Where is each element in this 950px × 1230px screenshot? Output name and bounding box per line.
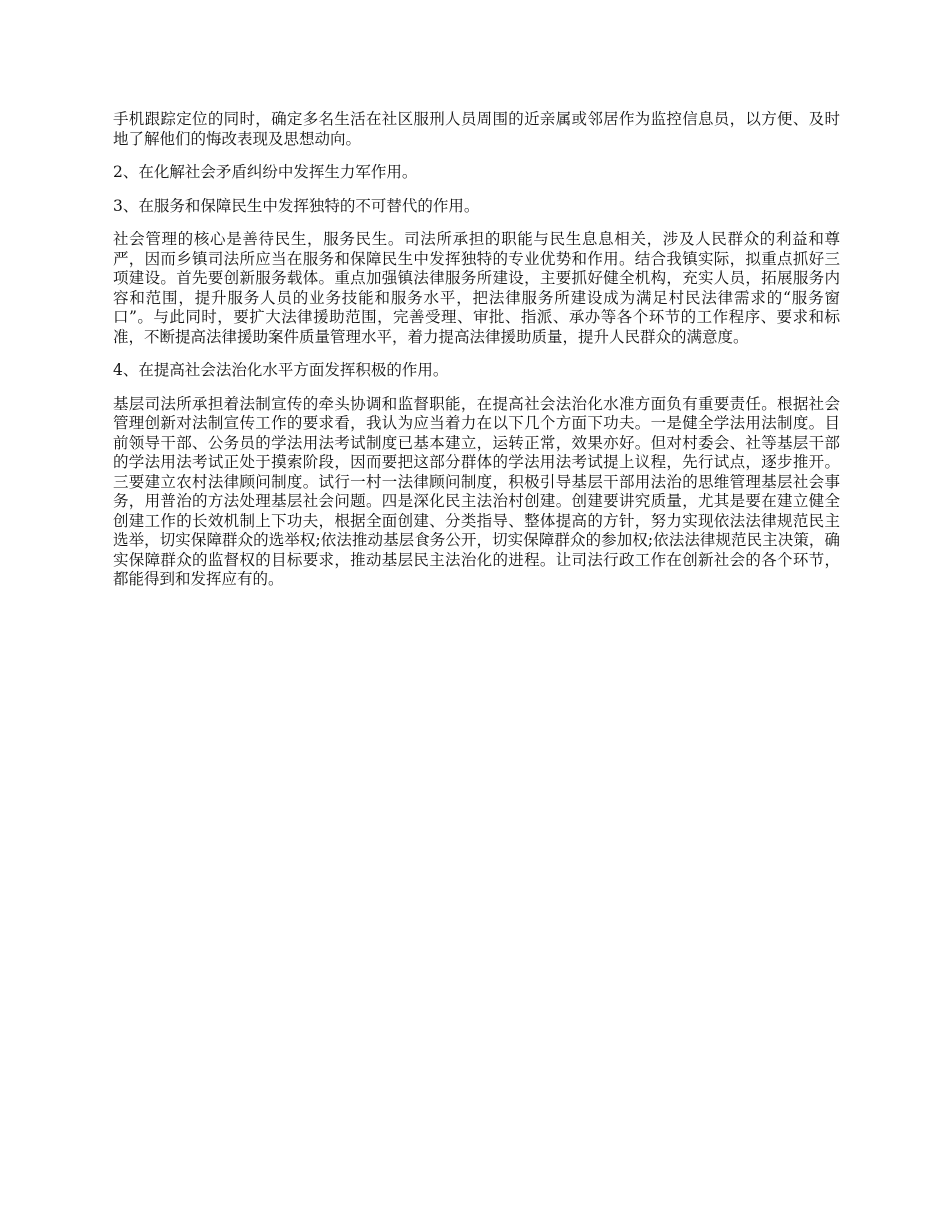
heading-item-4: 4、在提高社会法治化水平方面发挥积极的作用。 [113,361,449,379]
paragraph-monitoring-continuation: 手机跟踪定位的同时，确定多名生活在社区服刑人员周围的近亲属或邻居作为监控信息员，以方便、及时地了解他们的悔改表现及思想动向。 [113,110,840,148]
heading-item-2: 2、在化解社会矛盾纠纷中发挥生力军作用。 [113,163,418,181]
paragraph-legal-publicity: 基层司法所承担着法制宣传的牵头协调和监督职能，在提高社会法治化水准方面负有重要责任。根据社会管理创新对法制宣传工作的要求看，我认为应当着力在以下几个方面下功夫。一是健全学法用法制度。目前领导干部、公务员的学法用法考试制度已基本建立，运转正常，效果亦好。但对村委会、社等基层干部的学法用法考试正处于摸索阶段，因而要把这部分群体的学法用法考试提上议程，先行试点，逐步推开。三要建立农村法律顾问制度。试行一村一法律顾问制度，积极引导基层干部用法治的思维管理基层社会事务，用普治的方法处理基层社会问题。四是深化民主法治村创建。创建要讲究质量，尤其是要在建立健全创建工作的长效机制上下功夫，根据全面创建、分类指导、整体提高的方针，努力实现依法法律规范民主选举，切实保障群众的选举权;依法推动基层食务公开，切实保障群众的参加权;依法法律规范民主决策，确实保障群众的监督权的目标要求，推动基层民主法治化的进程。让司法行政工作在创新社会的各个环节，都能得到和发挥应有的。 [113,394,840,588]
heading-item-3: 3、在服务和保障民生中发挥独特的不可替代的作用。 [113,196,480,215]
paragraph-livelihood-services: 社会管理的核心是善待民生，服务民生。司法所承担的职能与民生息息相关，涉及人民群众的利益和尊严，因而乡镇司法所应当在服务和保障民生中发挥独特的专业优势和作用。结合我镇实际，拟重点抓好三项建设。首先要创新服务载体。重点加强镇法律服务所建设，主要抓好健全机构，充实人员，拓展服务内容和范围，提升服务人员的业务技能和服务水平，把法律服务所建设成为满足村民法律需求的“服务窗口”。与此同时，要扩大法律援助范围，完善受理、审批、指派、承办等各个环节的工作程序、要求和标准，不断提高法律援助案件质量管理水平，着力提高法律援助质量，提升人民群众的满意度。 [113,230,840,346]
document-page [113,110,840,604]
